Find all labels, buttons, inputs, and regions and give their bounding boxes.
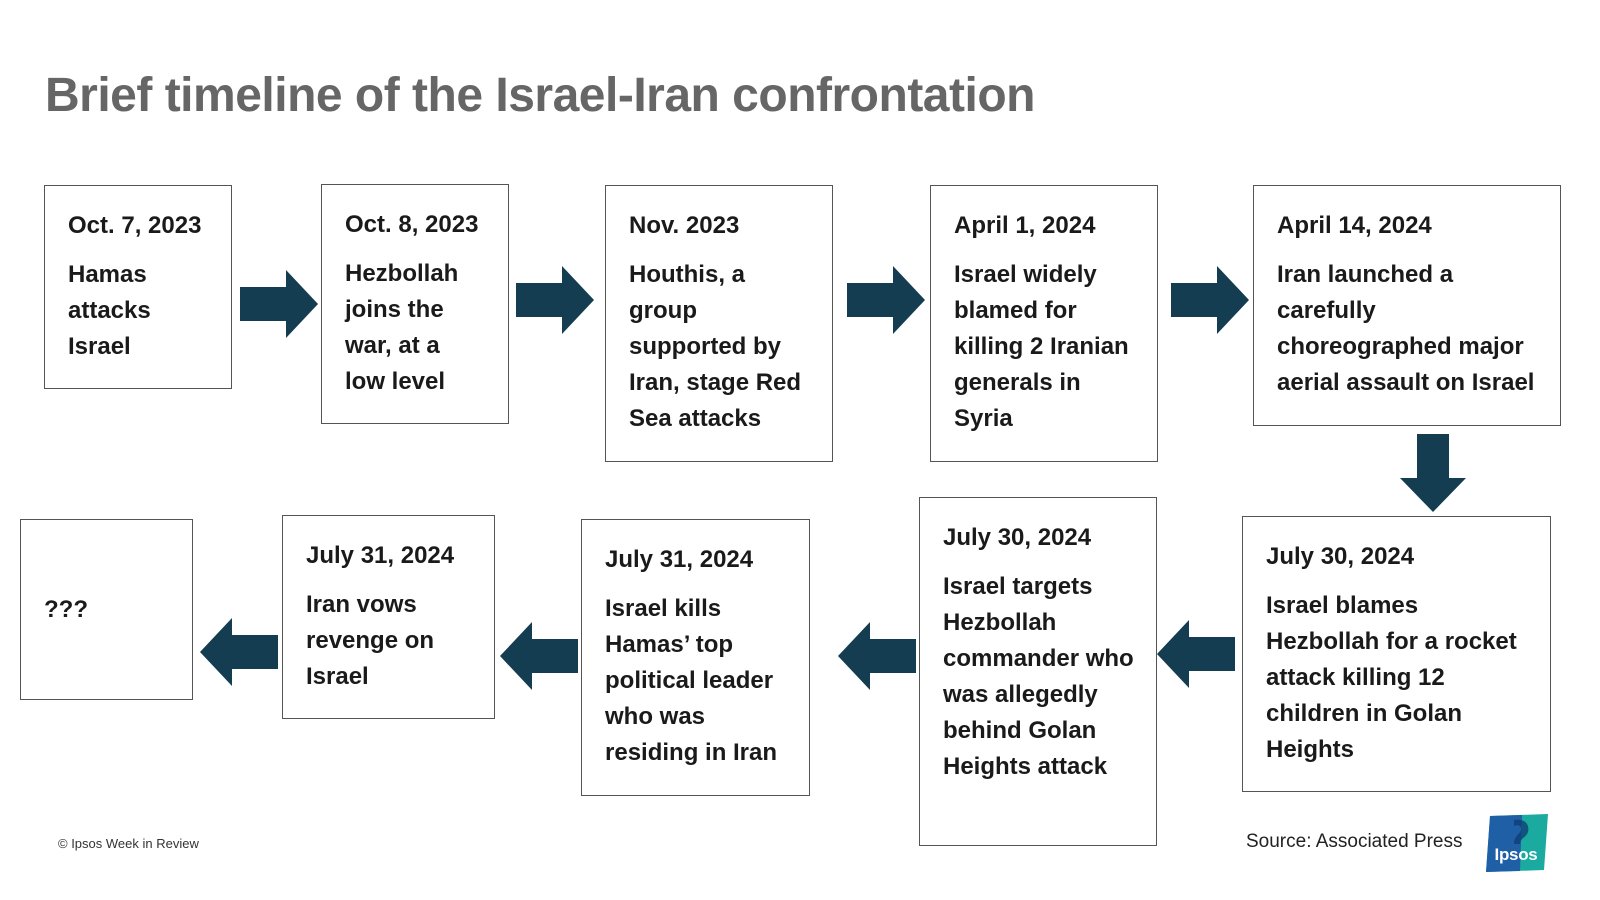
event-date: Oct. 8, 2023 <box>345 211 479 238</box>
event-date: July 30, 2024 <box>1266 543 1415 570</box>
arrow-right-icon <box>1171 266 1249 334</box>
logo-text: Ipsos <box>1494 845 1538 864</box>
event-description: Hamas attacks Israel <box>68 261 151 360</box>
event-box-10 <box>20 519 193 700</box>
event-description: Israel targets Hezbollah commander who was allegedly behind Golan Heights attack <box>943 573 1134 780</box>
copyright-text: © Ipsos Week in Review <box>58 836 199 851</box>
event-date: April 14, 2024 <box>1277 212 1432 239</box>
arrow-left-icon <box>500 622 578 690</box>
event-date: April 1, 2024 <box>954 212 1096 239</box>
event-description: Hezbollah joins the war, at a low level <box>345 260 459 395</box>
ipsos-logo <box>1484 814 1548 872</box>
event-box-9 <box>282 515 495 719</box>
arrow-down-icon <box>1400 434 1466 512</box>
event-date: July 30, 2024 <box>943 524 1092 551</box>
event-description: Israel blames Hezbollah for a rocket attack killing 12 children in Golan Heights <box>1266 592 1517 763</box>
event-box-7 <box>919 497 1157 846</box>
event-box-4 <box>930 185 1158 462</box>
event-date: July 31, 2024 <box>605 546 754 573</box>
event-box-5 <box>1253 185 1561 426</box>
arrow-left-icon <box>1157 620 1235 688</box>
event-box-8 <box>581 519 810 796</box>
arrow-right-icon <box>516 266 594 334</box>
event-description: Iran launched a carefully choreographed major aerial assault on Israel <box>1277 261 1535 396</box>
arrow-left-icon <box>200 618 278 686</box>
event-box-6 <box>1242 516 1551 792</box>
event-description: Houthis, a group supported by Iran, stage Red Sea attacks <box>629 261 802 432</box>
event-box-1 <box>44 185 232 389</box>
event-description: Israel widely blamed for killing 2 Iranian generals in Syria <box>954 261 1129 432</box>
event-description: ??? <box>44 596 88 623</box>
event-description: Iran vows revenge on Israel <box>306 591 435 690</box>
event-box-3 <box>605 185 833 462</box>
source-text: Source: Associated Press <box>1246 831 1463 852</box>
event-date: July 31, 2024 <box>306 542 455 569</box>
arrow-left-icon <box>838 622 916 690</box>
arrow-right-icon <box>847 266 925 334</box>
page-title: Brief timeline of the Israel-Iran confrontation <box>45 69 1035 122</box>
event-date: Nov. 2023 <box>629 212 740 239</box>
arrow-right-icon <box>240 270 318 338</box>
event-box-2 <box>321 184 509 424</box>
event-date: Oct. 7, 2023 <box>68 212 202 239</box>
event-description: Israel kills Hamas’ top political leader who was residing in Iran <box>605 595 778 766</box>
